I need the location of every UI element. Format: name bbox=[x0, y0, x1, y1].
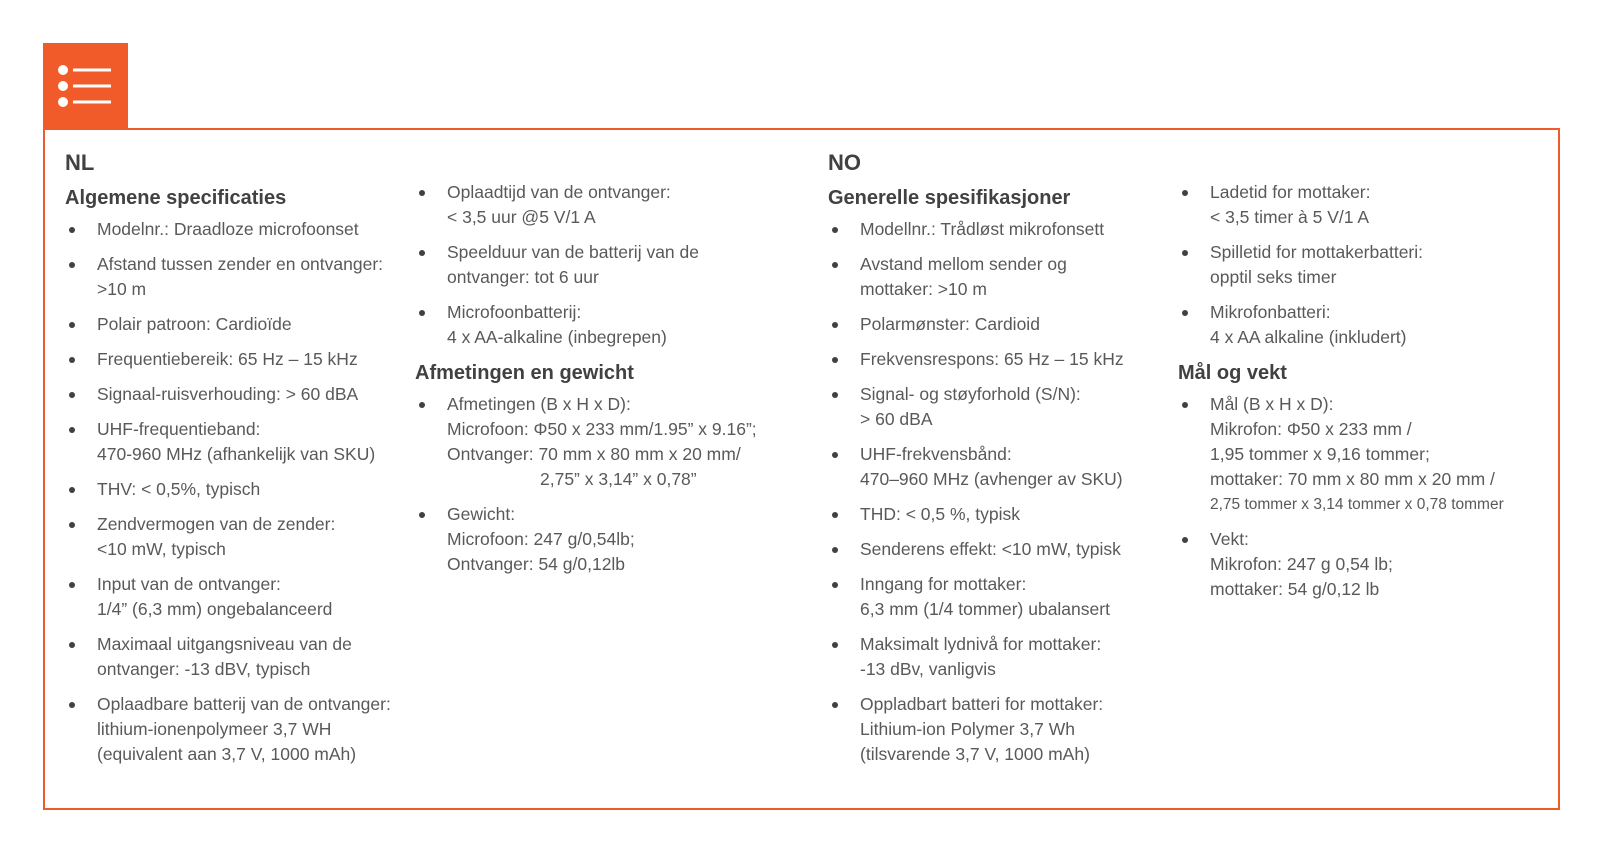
spec-line: Microfoon: 247 g/0,54lb; bbox=[447, 529, 635, 549]
spec-list-item bbox=[828, 312, 1168, 337]
spec-list-item bbox=[65, 572, 405, 622]
spec-line: Modelnr.: Draadloze microfoonset bbox=[97, 219, 359, 239]
spec-list-item bbox=[828, 632, 1168, 682]
spec-line: 470-960 MHz (afhankelijk van SKU) bbox=[97, 444, 376, 464]
spec-line: Microfoon: Φ50 x 233 mm/1.95” x 9.16”; bbox=[447, 419, 757, 439]
lang-code-nl: NL bbox=[65, 150, 95, 175]
nl-dimensions-list bbox=[415, 392, 815, 577]
spec-list-item bbox=[828, 217, 1168, 242]
spec-line: Microfoonbatterij: bbox=[447, 302, 582, 322]
spec-line: Oplaadtijd van de ontvanger: bbox=[447, 182, 671, 202]
spec-line: >10 m bbox=[97, 279, 147, 299]
spec-line: Inngang for mottaker: bbox=[860, 574, 1027, 594]
spec-list-item bbox=[65, 692, 405, 767]
spec-list-item bbox=[415, 502, 815, 577]
spec-line: Afmetingen (B x H x D): bbox=[447, 394, 631, 414]
spec-line: < 3,5 timer à 5 V/1 A bbox=[1210, 207, 1370, 227]
spec-list-item bbox=[1178, 392, 1558, 517]
spec-line: ontvanger: tot 6 uur bbox=[447, 267, 599, 287]
spec-line: Afstand tussen zender en ontvanger: bbox=[97, 254, 384, 274]
spec-line: Speelduur van de batterij van de bbox=[447, 242, 699, 262]
spec-line: Oplaadbare batterij van de ontvanger: bbox=[97, 694, 391, 714]
spec-line: Modellnr.: Trådløst mikrofonsett bbox=[860, 219, 1105, 239]
lang-code-no: NO bbox=[828, 150, 861, 175]
nl-general-list bbox=[65, 217, 405, 767]
spec-line: -13 dBv, vanligvis bbox=[860, 659, 996, 679]
spec-list-item bbox=[828, 382, 1168, 432]
spec-line: THV: < 0,5%, typisch bbox=[97, 479, 261, 499]
no-general-heading: Generelle spesifikasjoner bbox=[828, 187, 1071, 209]
spec-line: UHF-frekvensbånd: bbox=[860, 444, 1012, 464]
spec-list-item bbox=[65, 347, 405, 372]
spec-list-item bbox=[415, 300, 815, 350]
spec-line: Ladetid for mottaker: bbox=[1210, 182, 1371, 202]
nl-dimensions-heading: Afmetingen en gewicht bbox=[415, 362, 634, 384]
spec-line: Ontvanger: 70 mm x 80 mm x 20 mm/ bbox=[447, 444, 741, 464]
spec-line: Input van de ontvanger: bbox=[97, 574, 281, 594]
spec-list-item bbox=[1178, 300, 1558, 350]
spec-line: mottaker: 54 g/0,12 lb bbox=[1210, 579, 1380, 599]
spec-line: 4 x AA-alkaline (inbegrepen) bbox=[447, 327, 667, 347]
list-icon bbox=[43, 43, 128, 128]
no-dimensions-heading: Mål og vekt bbox=[1178, 362, 1287, 384]
no-dimensions-list bbox=[1178, 392, 1558, 602]
spec-list-item bbox=[65, 417, 405, 467]
spec-line: opptil seks timer bbox=[1210, 267, 1337, 287]
spec-line: UHF-frequentieband: bbox=[97, 419, 261, 439]
spec-line: 6,3 mm (1/4 tommer) ubalansert bbox=[860, 599, 1110, 619]
spec-line: Gewicht: bbox=[447, 504, 516, 524]
spec-line: < 3,5 uur @5 V/1 A bbox=[447, 207, 596, 227]
nl-battery-list bbox=[415, 180, 815, 350]
spec-line: Frequentiebereik: 65 Hz – 15 kHz bbox=[97, 349, 358, 369]
spec-line: 2,75” x 3,14” x 0,78” bbox=[540, 469, 697, 489]
spec-line: 2,75 tommer x 3,14 tommer x 0,78 tommer bbox=[1210, 496, 1504, 513]
spec-line: Ontvanger: 54 g/0,12lb bbox=[447, 554, 626, 574]
spec-list-item bbox=[415, 180, 815, 230]
nl-general-heading: Algemene specificaties bbox=[65, 187, 287, 209]
spec-line: 1/4” (6,3 mm) ongebalanceerd bbox=[97, 599, 333, 619]
spec-list-item bbox=[65, 477, 405, 502]
spec-list-item bbox=[828, 347, 1168, 372]
spec-line: Maksimalt lydnivå for mottaker: bbox=[860, 634, 1102, 654]
spec-list-item bbox=[828, 252, 1168, 302]
spec-line: mottaker: >10 m bbox=[860, 279, 987, 299]
nl-second-column bbox=[415, 180, 815, 587]
spec-line: THD: < 0,5 %, typisk bbox=[860, 504, 1020, 524]
spec-line: (equivalent aan 3,7 V, 1000 mAh) bbox=[97, 744, 357, 764]
spec-line: Lithium-ion Polymer 3,7 Wh bbox=[860, 719, 1075, 739]
spec-line: Senderens effekt: <10 mW, typisk bbox=[860, 539, 1121, 559]
spec-list-item bbox=[65, 632, 405, 682]
spec-line: Mikrofonbatteri: bbox=[1210, 302, 1331, 322]
spec-line: 4 x AA alkaline (inkludert) bbox=[1210, 327, 1407, 347]
spec-line: Spilletid for mottakerbatteri: bbox=[1210, 242, 1424, 262]
spec-line: Signal- og støyforhold (S/N): bbox=[860, 384, 1081, 404]
spec-list-item bbox=[1178, 240, 1558, 290]
spec-line: 470–960 MHz (avhenger av SKU) bbox=[860, 469, 1123, 489]
spec-frame bbox=[43, 128, 1560, 810]
no-general-list bbox=[828, 217, 1168, 767]
spec-line: mottaker: 70 mm x 80 mm x 20 mm / bbox=[1210, 469, 1495, 489]
no-second-column bbox=[1178, 180, 1558, 612]
spec-line: Oppladbart batteri for mottaker: bbox=[860, 694, 1104, 714]
spec-line: Avstand mellom sender og bbox=[860, 254, 1067, 274]
spec-list-item bbox=[1178, 527, 1558, 602]
spec-line: lithium-ionenpolymeer 3,7 WH bbox=[97, 719, 332, 739]
spec-line: Polarmønster: Cardioid bbox=[860, 314, 1040, 334]
spec-list-item bbox=[65, 382, 405, 407]
spec-line: > 60 dBA bbox=[860, 409, 933, 429]
spec-line: Signaal-ruisverhouding: > 60 dBA bbox=[97, 384, 359, 404]
spec-line: Vekt: bbox=[1210, 529, 1249, 549]
spec-list-item bbox=[65, 312, 405, 337]
spec-line: Maximaal uitgangsniveau van de bbox=[97, 634, 352, 654]
spec-line: Polair patroon: Cardioïde bbox=[97, 314, 292, 334]
spec-line: Mikrofon: 247 g 0,54 lb; bbox=[1210, 554, 1393, 574]
no-general-column bbox=[828, 185, 1168, 777]
spec-list-item bbox=[828, 442, 1168, 492]
spec-list-item bbox=[828, 692, 1168, 767]
spec-line: Zendvermogen van de zender: bbox=[97, 514, 336, 534]
spec-list-item bbox=[1178, 180, 1558, 230]
spec-list-item bbox=[65, 217, 405, 242]
spec-list-item bbox=[828, 572, 1168, 622]
spec-list-item bbox=[828, 537, 1168, 562]
spec-line: (tilsvarende 3,7 V, 1000 mAh) bbox=[860, 744, 1090, 764]
spec-line: Mikrofon: Φ50 x 233 mm / bbox=[1210, 419, 1412, 439]
spec-line: 1,95 tommer x 9,16 tommer; bbox=[1210, 444, 1430, 464]
nl-general-column bbox=[65, 185, 405, 777]
spec-line: Frekvensrespons: 65 Hz – 15 kHz bbox=[860, 349, 1124, 369]
spec-list-item bbox=[415, 392, 815, 492]
spec-list-item bbox=[415, 240, 815, 290]
spec-list-item bbox=[65, 252, 405, 302]
spec-list-item bbox=[65, 512, 405, 562]
spec-list-item bbox=[828, 502, 1168, 527]
spec-line: <10 mW, typisch bbox=[97, 539, 226, 559]
spec-line: Mål (B x H x D): bbox=[1210, 394, 1334, 414]
no-battery-list bbox=[1178, 180, 1558, 350]
list-icon-tab bbox=[43, 43, 128, 128]
spec-line: ontvanger: -13 dBV, typisch bbox=[97, 659, 311, 679]
